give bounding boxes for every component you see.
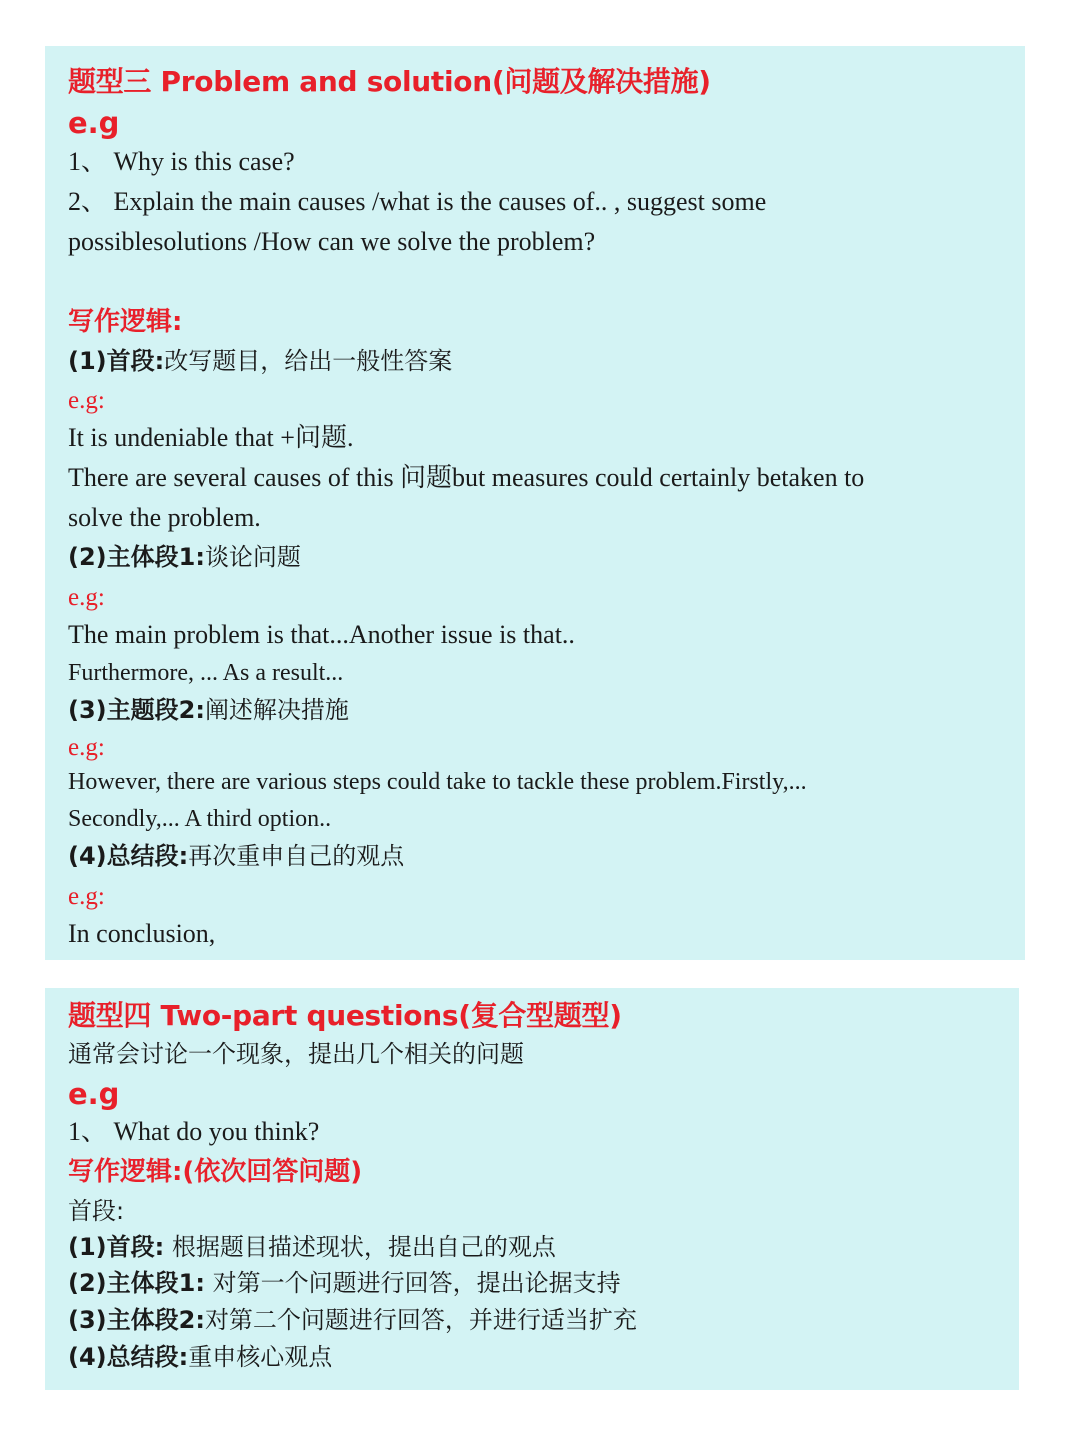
paragraph-2-eg: e.g:: [68, 584, 105, 611]
writing-logic-heading: 写作逻辑:: [68, 307, 183, 337]
paragraph-3-sentence-1: However, there are various steps could take to tackle these problem.Firstly,...: [68, 769, 807, 795]
paragraph-3-heading: [68, 698, 349, 722]
paragraph-2-label: (2)主体段1:: [68, 543, 205, 571]
example-question-1: 1、 What do you think?: [68, 1117, 320, 1146]
section-intro: 通常会讨论一个现象，提出几个相关的问题: [68, 1040, 524, 1068]
paragraph-4-label: (4)总结段:: [68, 842, 189, 870]
paragraph-1-label: (1)首段:: [68, 347, 165, 375]
section-problem-solution: [45, 46, 1025, 960]
paragraph-3-sentence-2: Secondly,... A third option..: [68, 806, 332, 832]
step-2: [68, 1271, 621, 1295]
step-3-text: 对第二个问题进行回答，并进行适当扩充: [204, 1306, 637, 1334]
paragraph-1-sentence-2-line2: solve the problem.: [68, 503, 261, 532]
step-4-text: 重申核心观点: [188, 1343, 333, 1371]
paragraph-4-heading: [68, 844, 404, 868]
paragraph-2-sentence-2: Furthermore, ... As a result...: [68, 660, 344, 686]
paragraph-4-eg: e.g:: [68, 883, 105, 910]
first-paragraph-label: 首段:: [68, 1197, 125, 1225]
step-2-text: 对第一个问题进行回答，提出论据支持: [204, 1269, 621, 1297]
step-1: [68, 1235, 556, 1259]
eg-label: e.g: [68, 1077, 120, 1111]
example-question-2-line1: 2、 Explain the main causes /what is the causes of.. , suggest some: [68, 187, 767, 216]
step-1-text: 根据题目描述现状，提出自己的观点: [164, 1233, 556, 1261]
paragraph-3-label: (3)主题段2:: [68, 696, 205, 724]
paragraph-1-sentence-2-line1: There are several causes of this 问题but measures could certainly betaken to: [68, 463, 865, 492]
example-question-1: 1、 Why is this case?: [68, 147, 295, 176]
paragraph-3-eg: e.g:: [68, 734, 105, 761]
paragraph-4-sentence-1: In conclusion,: [68, 919, 216, 948]
paragraph-3-text: 阐述解决措施: [204, 696, 349, 724]
paragraph-1-sentence-1: It is undeniable that +问题.: [68, 423, 354, 452]
paragraph-1-text: 改写题目，给出一般性答案: [164, 347, 453, 375]
step-1-label: (1)首段:: [68, 1233, 165, 1261]
paragraph-1-eg: e.g:: [68, 387, 105, 414]
section-title: 题型四 Two-part questions(复合型题型): [68, 999, 622, 1032]
writing-logic-heading: 写作逻辑:(依次回答问题): [68, 1157, 363, 1187]
step-2-label: (2)主体段1:: [68, 1269, 205, 1297]
paragraph-2-text: 谈论问题: [204, 543, 301, 571]
paragraph-1-heading: [68, 349, 452, 373]
paragraph-4-text: 再次重申自己的观点: [188, 842, 405, 870]
section-two-part-questions: [45, 988, 1019, 1390]
section-title: 题型三 Problem and solution(问题及解决措施): [68, 65, 711, 98]
paragraph-2-sentence-1: The main problem is that...Another issue is that..: [68, 620, 575, 649]
step-4-label: (4)总结段:: [68, 1343, 189, 1371]
step-4: [68, 1345, 332, 1369]
example-question-2-line2: possiblesolutions /How can we solve the problem?: [68, 227, 596, 256]
step-3-label: (3)主体段2:: [68, 1306, 205, 1334]
step-3: [68, 1308, 637, 1332]
paragraph-2-heading: [68, 545, 301, 569]
eg-label: e.g: [68, 106, 120, 140]
